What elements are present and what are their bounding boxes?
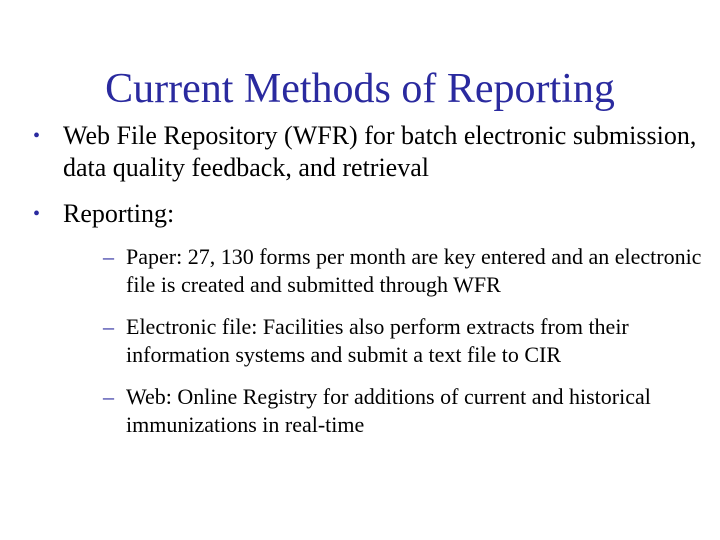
dash-marker: – <box>103 244 114 269</box>
sub-bullet-list <box>63 243 713 439</box>
bullet-text: Web File Repository (WFR) for batch electronic submission, data quality feedback, and retrieval <box>63 121 697 182</box>
sub-bullet-text: Paper: 27, 130 forms per month are key entered and an electronic file is created and submitted through WFR <box>126 244 702 297</box>
sub-bullet-item-web <box>63 383 713 439</box>
sub-bullet-item-electronic-file <box>63 313 713 369</box>
bullet-marker: • <box>33 125 41 147</box>
dash-marker: – <box>103 384 114 409</box>
slide-body <box>33 120 713 453</box>
bullet-item-wfr <box>33 120 713 184</box>
bullet-item-reporting <box>33 198 713 439</box>
slide-title: Current Methods of Reporting <box>105 66 615 112</box>
sub-bullet-item-paper <box>63 243 713 299</box>
dash-marker: – <box>103 314 114 339</box>
bullet-marker: • <box>33 203 41 225</box>
sub-bullet-text: Web: Online Registry for additions of current and historical immunizations in real-time <box>126 384 651 437</box>
bullet-text: Reporting: <box>63 199 175 228</box>
sub-bullet-text: Electronic file: Facilities also perform extracts from their information systems and submit a text file to CIR <box>126 314 629 367</box>
